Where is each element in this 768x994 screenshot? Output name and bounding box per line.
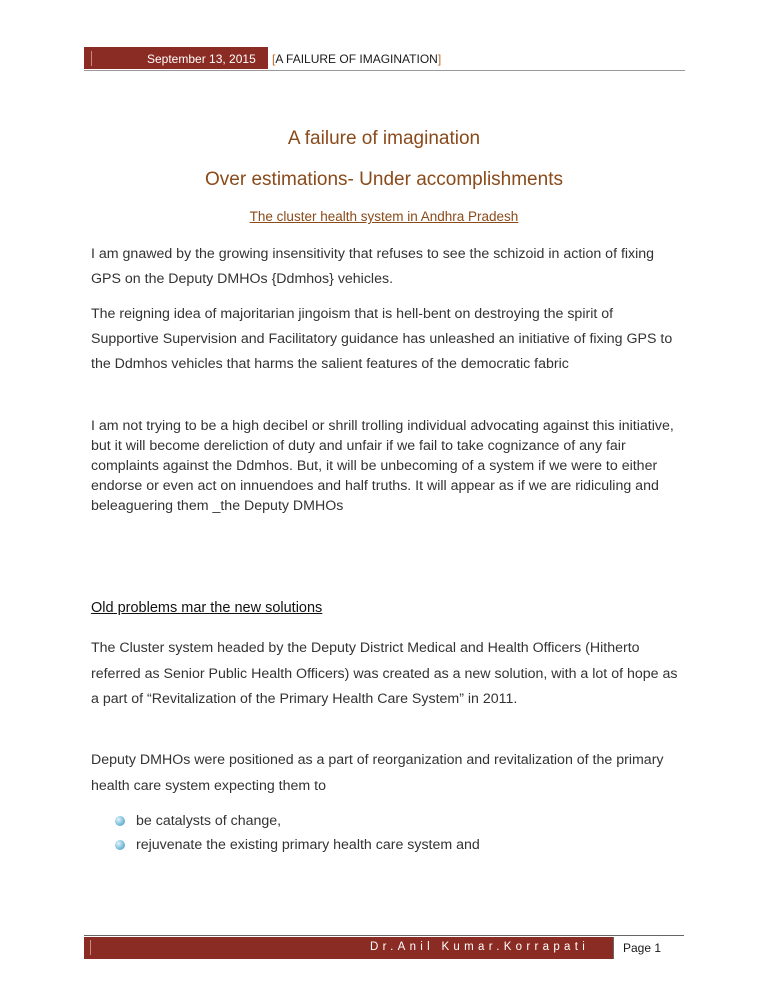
bullet-icon (115, 840, 125, 850)
list-item (115, 809, 480, 833)
header-rule (84, 70, 685, 71)
document-subject: The cluster health system in Andhra Pradesh (249, 209, 519, 224)
footer-rule (84, 935, 684, 936)
paragraph: The Cluster system headed by the Deputy District Medical and Health Officers (Hitherto referred as Senior Public Health Officers) was created as a new solution, with a lot of hope as a part of “Revitalization of the Primary Health Care System” in 2011. (91, 640, 678, 707)
bullet-list (115, 809, 480, 857)
paragraph: I am not trying to be a high decibel or shrill trolling individual advocating against this initiative, but it will become dereliction of duty and unfair if we fail to take cognizance of any fair complaints against the Ddmhos. But, it will be unbecoming of a system if we were to either endorse or even act on innuendoes and half truths. It will appear as if we are ridiculing and beleaguering them _the Deputy DMHOs (91, 418, 674, 514)
list-item-text: rejuvenate the existing primary health care system and (136, 837, 480, 853)
header-title (272, 52, 441, 66)
header-bracket-open: [ (272, 52, 276, 66)
document-title: A failure of imagination (287, 128, 481, 149)
footer-author: Dr.Anil Kumar.Korrapati (370, 941, 590, 953)
header-title-text: A FAILURE OF IMAGINATION (275, 52, 438, 66)
section-heading: Old problems mar the new solutions (91, 600, 323, 616)
paragraph: Deputy DMHOs were positioned as a part of reorganization and revitalization of the primary health care system expecting them to (91, 752, 664, 794)
header-bracket-close: ] (437, 52, 442, 66)
header-date: September 13, 2015 (147, 52, 256, 66)
list-item (115, 833, 480, 857)
paragraph: The reigning idea of majoritarian jingoism that is hell-bent on destroying the spirit of Supportive Supervision and Facilitatory guidance has unleashed an initiative of fixing GPS to the Ddmhos vehicles that harms the salient features of the democratic fabric (91, 306, 673, 372)
page-number: Page 1 (613, 937, 684, 959)
list-item-text: be catalysts of change, (136, 813, 282, 829)
document-subtitle: Over estimations- Under accomplishments (205, 169, 563, 190)
paragraph: I am gnawed by the growing insensitivity that refuses to see the schizoid in action of fixing GPS on the Deputy DMHOs {Ddmhos} vehicles. (91, 246, 655, 287)
bullet-icon (115, 816, 125, 826)
